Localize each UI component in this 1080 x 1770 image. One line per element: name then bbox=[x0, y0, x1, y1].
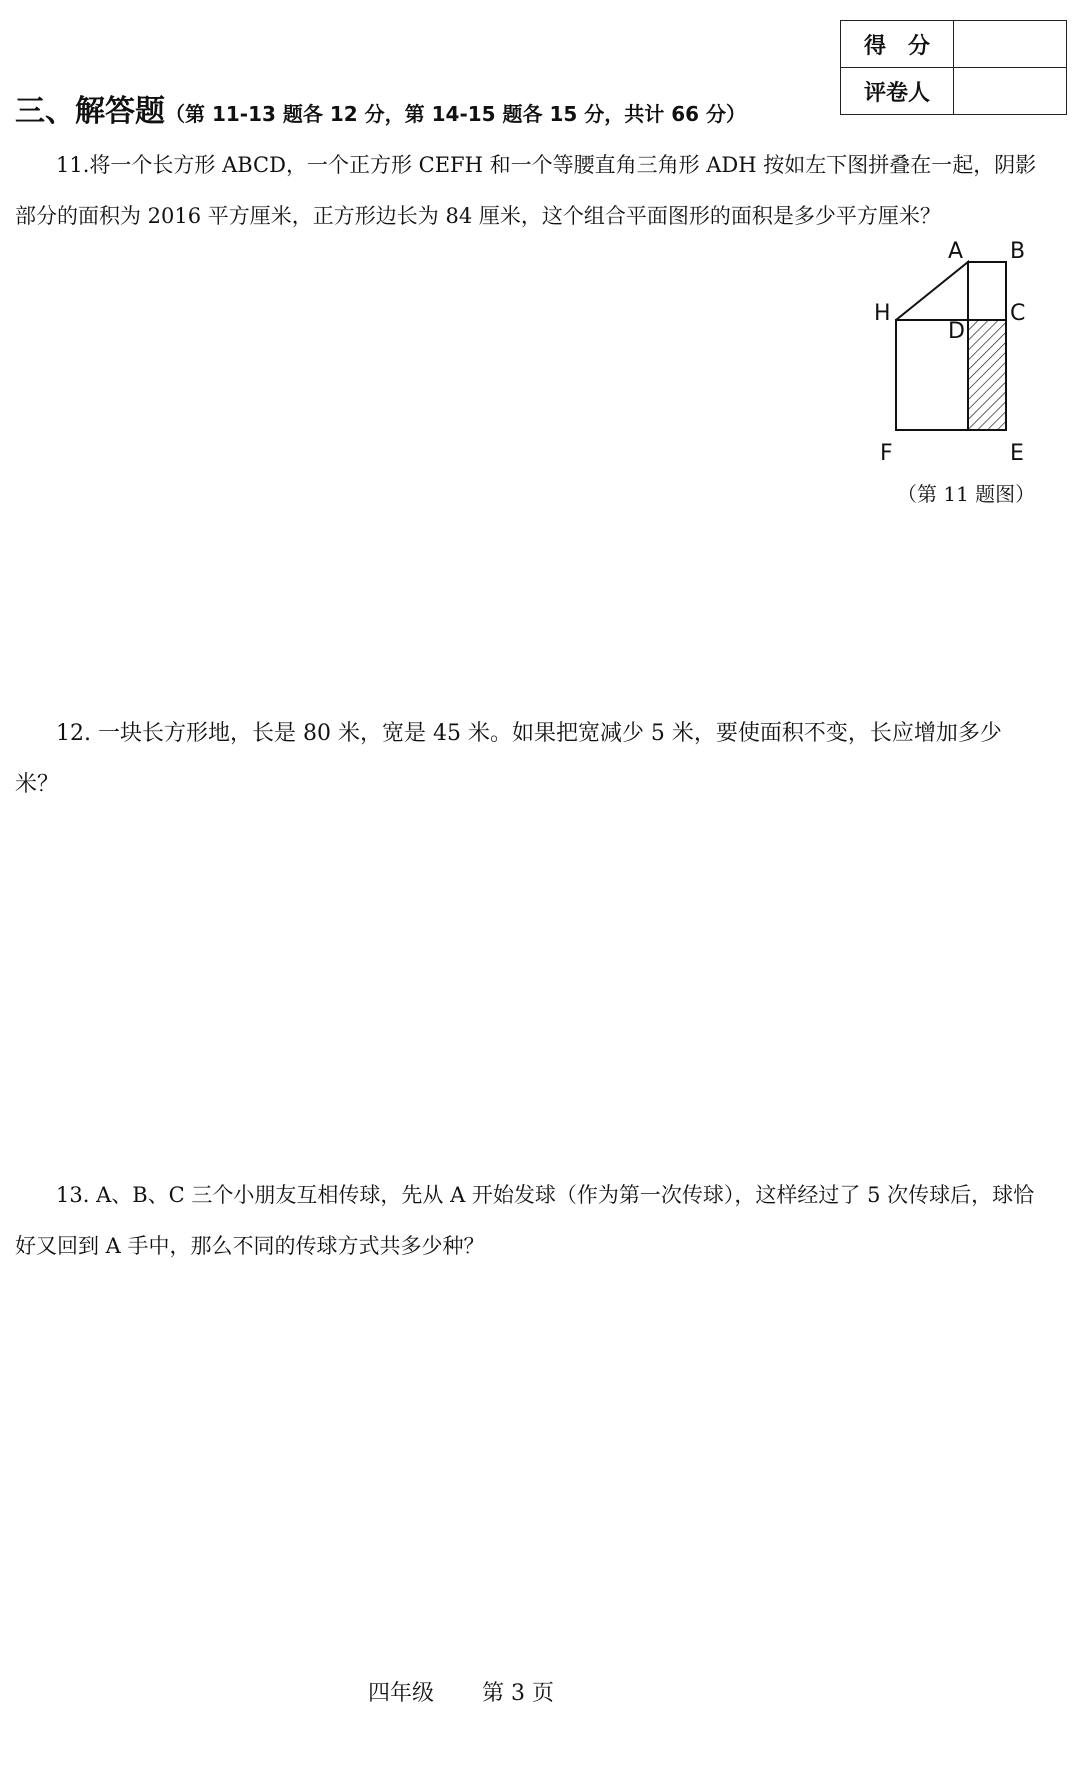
shaded-region bbox=[968, 320, 1006, 430]
question-11-figure bbox=[870, 240, 1050, 470]
grader-label: 评卷人 bbox=[841, 68, 954, 115]
triangle-adh bbox=[896, 262, 968, 320]
label-e: E bbox=[1010, 441, 1024, 466]
score-table bbox=[840, 20, 1067, 115]
section-title: 三、解答题 bbox=[15, 94, 165, 129]
grader-value-cell[interactable] bbox=[954, 68, 1067, 115]
footer-grade: 四年级 bbox=[368, 1681, 435, 1706]
question-12: 12. 一块长方形地，长是 80 米，宽是 45 米。如果把宽减少 5 米，要使面积不变，长应增加多少米？ bbox=[15, 721, 1002, 797]
label-a: A bbox=[948, 240, 964, 264]
label-c: C bbox=[1010, 301, 1026, 326]
section-heading bbox=[15, 86, 746, 130]
question-13: 13. A、B、C 三个小朋友互相传球，先从 A 开始发球（作为第一次传球），这样经过了 5 次传球后，球恰好又回到 A 手中，那么不同的传球方式共多少种？ bbox=[15, 1183, 1035, 1258]
label-f: F bbox=[880, 441, 893, 466]
footer-page-number: 第 3 页 bbox=[482, 1681, 554, 1706]
section-subtitle: （第 11-13 题各 12 分，第 14-15 题各 15 分，共计 66 分） bbox=[165, 102, 747, 126]
score-label: 得 分 bbox=[841, 21, 954, 68]
score-value-cell[interactable] bbox=[954, 21, 1067, 68]
figure-caption: （第 11 题图） bbox=[897, 482, 1036, 506]
question-11: 11.将一个长方形 ABCD，一个正方形 CEFH 和一个等腰直角三角形 ADH 按如左下图拼叠在一起，阴影部分的面积为 2016 平方厘米，正方形边长为 84 厘米，这个组合平面图形的面积是多少平方厘米？ bbox=[15, 153, 1037, 228]
label-b: B bbox=[1010, 240, 1026, 264]
label-d: D bbox=[948, 319, 965, 344]
label-h: H bbox=[874, 301, 891, 326]
